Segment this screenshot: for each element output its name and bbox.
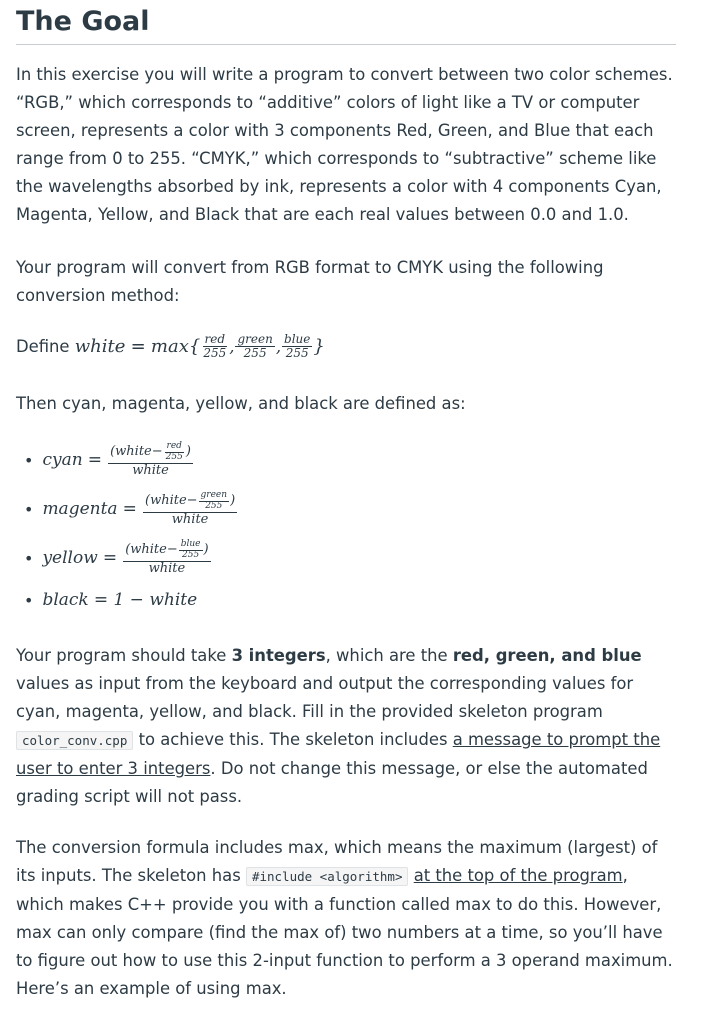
max-paragraph: The conversion formula includes max, which means the maximum (largest) of its inputs. The skeleton has #include <algorithm> at the top of the program, which makes C++ provide you with a function called max to do this. However, max can only compare (find the max of) two numbers at a time, so you’ll have to figure out how to use this 2-input function to perform a 3 operand maximum. Here’s an example of using max. bbox=[16, 838, 673, 998]
equals-sign: = bbox=[130, 336, 146, 358]
green-fraction: $\frac{\text{green}}{255}$ bbox=[237, 332, 273, 361]
formula-magenta: • magenta = (white− $\frac{\text{green}}{255}$ ) white bbox=[24, 490, 236, 527]
formula-black: • black = 1 − white bbox=[24, 590, 198, 610]
filename-code: color_conv.cpp bbox=[16, 731, 133, 750]
then-paragraph: Then cyan, magenta, yellow, and black are defined as: bbox=[16, 394, 466, 413]
formula-yellow: • yellow = (white− $\frac{\text{blue}}{255}$ ) white bbox=[24, 539, 209, 576]
input-paragraph: Your program should take 3 integers, which are the red, green, and blue values as input from the keyboard and output the corresponding values for cyan, magenta, yellow, and black. Fill in the provided skeleton program color_conv.cpp to achieve this. The skeleton includes a message to prompt the user to enter 3 integers. Do not change this message, or else the automated grading script will not pass. bbox=[16, 646, 661, 806]
white-definition bbox=[16, 333, 676, 360]
formula-cyan: • cyan = (white− $\frac{\text{red}}{255}$ ) white bbox=[24, 441, 191, 478]
white-var: white bbox=[74, 336, 126, 358]
sep-1: , bbox=[229, 337, 235, 357]
prompt-message-link[interactable]: a message to prompt the user to enter 3 integers bbox=[16, 730, 661, 778]
page-title: The Goal bbox=[16, 0, 676, 45]
sep-2: , bbox=[275, 337, 282, 357]
intro-paragraph: In this exercise you will write a program to convert between two color schemes. “RGB,” which corresponds to “additive” colors of light like a TV or computer screen, represents a color with 3 components Red, Green, and Blue that each range from 0 to 255. “CMYK,” which corresponds to “subtractive” scheme like the wavelengths absorbed by ink, represents a color with 4 components Cyan, Magenta, Yellow, and Black that are each real values between 0.0 and 1.0. bbox=[16, 65, 673, 224]
top-of-program-link[interactable]: at the top of the program bbox=[413, 866, 623, 885]
include-code: #include <algorithm> bbox=[246, 867, 409, 886]
content bbox=[16, 0, 676, 998]
red-fraction: $\frac{\text{red}}{255}$ bbox=[203, 332, 227, 361]
define-prefix: Define bbox=[16, 337, 70, 357]
method-intro-paragraph: Your program will convert from RGB format to CMYK using the following conversion method: bbox=[16, 258, 604, 305]
max-fn: max{ bbox=[150, 336, 201, 358]
max-close: } bbox=[313, 336, 325, 358]
bold-rgb: red, green, and blue bbox=[452, 646, 642, 665]
blue-fraction: $\frac{\text{blue}}{255}$ bbox=[284, 332, 311, 361]
bold-3-integers: 3 integers bbox=[231, 646, 326, 665]
